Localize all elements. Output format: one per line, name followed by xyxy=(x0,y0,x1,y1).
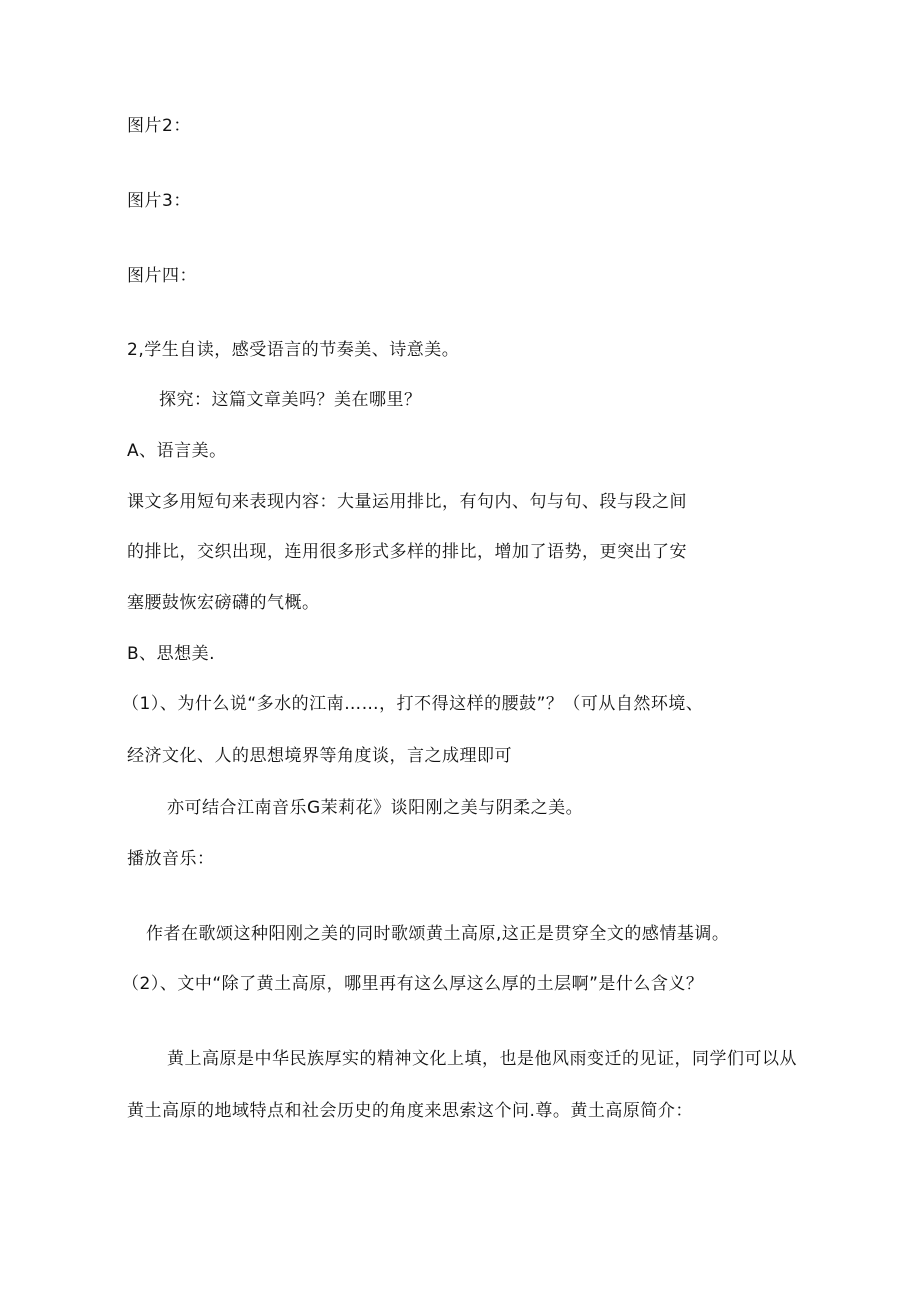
paragraph-line: 亦可结合江南音乐G茉莉花》谈阳刚之美与阴柔之美。 xyxy=(167,798,584,818)
paragraph-line: 黄上高原是中华民族厚实的精神文化上填，也是他风雨变迁的见证，同学们可以从 xyxy=(167,1049,797,1069)
heading-thought-beauty: B、思想美. xyxy=(127,644,216,664)
paragraph-line: 经济文化、人的思想境界等角度谈，言之成理即可 xyxy=(127,746,512,766)
paragraph-line: 课文多用短句来表现内容：大量运用排比，有句内、句与句、段与段之间 xyxy=(127,492,687,512)
question-2: （2）、文中“除了黄土高原，哪里再有这么厚这么厚的土层啊”是什么含义？ xyxy=(122,974,704,994)
section-2-heading: 2,学生自读，感受语言的节奏美、诗意美。 xyxy=(127,340,460,360)
paragraph-line: 黄土高原的地域特点和社会历史的角度来思索这个问.尊。黄土高原简介： xyxy=(127,1101,693,1121)
heading-language-beauty: A、语言美。 xyxy=(127,441,227,461)
explore-question: 探究：这篇文章美吗？美在哪里？ xyxy=(159,390,422,410)
paragraph-line: 塞腰鼓恢宏磅礴的气概。 xyxy=(127,593,320,613)
picture-2-label: 图片2： xyxy=(127,116,191,136)
paragraph-line: 作者在歌颂这种阳刚之美的同时歌颂黄土高原,这正是贯穿全文的感情基调。 xyxy=(146,924,730,944)
play-music-label: 播放音乐： xyxy=(127,849,215,869)
picture-3-label: 图片3： xyxy=(127,191,191,211)
picture-4-label: 图片四： xyxy=(127,266,197,286)
paragraph-line: 的排比，交织出现，连用很多形式多样的排比，增加了语势，更突出了安 xyxy=(127,542,687,562)
question-1: （1）、为什么说“多水的江南……，打不得这样的腰鼓”？（可从自然环境、 xyxy=(122,694,704,714)
